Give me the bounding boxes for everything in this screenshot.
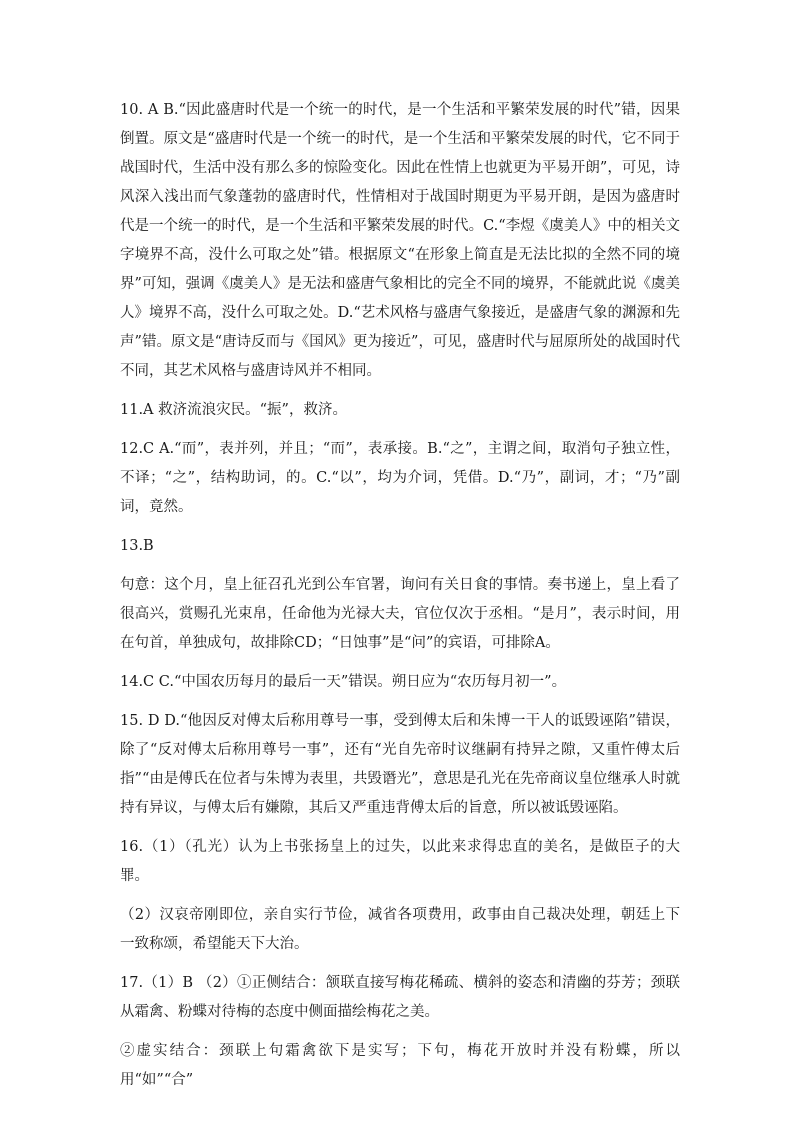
answer-12: 12.C A.“而”，表并列，并且；“而”，表承接。B.“之”，主谓之间，取消句子独立性，不译；“之”，结构助词，的。C.“以”，均为介词，凭借。D.“乃”，副词，才；“乃”副词，竟然。 [120, 441, 680, 515]
answer-13: 13.B [120, 538, 154, 554]
answer-page [120, 96, 680, 1095]
answer-17-point-2: ②虚实结合：颈联上句霜禽欲下是实写；下句，梅花开放时并没有粉蝶，所以用“如”“合” [120, 1043, 680, 1088]
answer-16-part-1: 16.（1）（孔光）认为上书张扬皇上的过失，以此来求得忠直的美名，是做臣子的大罪。 [120, 839, 680, 884]
answer-16-part-2: （2）汉哀帝刚即位，亲自实行节俭，减省各项费用，政事由自己裁决处理，朝廷上下一致称颂，希望能天下大治。 [120, 907, 680, 952]
answer-15: 15. D D.“他因反对傅太后称用尊号一事，受到傅太后和朱博一干人的诋毁诬陷”错误，除了“反对傅太后称用尊号一事”，还有“光自先帝时议继嗣有持异之隙，又重忤傅太后指”“由是傅氏在位者与朱博为表里，共毁谮光”，意思是孔光在先帝商议皇位继承人时就持有异议，与傅太后有嫌隙，其后又严重违背傅太后的旨意，所以被诋毁诬陷。 [120, 713, 680, 816]
answer-14: 14.C C.“中国农历每月的最后一天”错误。朔日应为“农历每月初一”。 [120, 674, 567, 690]
answer-10: 10. A B.“因此盛唐时代是一个统一的时代，是一个生活和平繁荣发展的时代”错，因果倒置。原文是“盛唐时代是一个统一的时代，是一个生活和平繁荣发展的时代，它不同于战国时代，生活中没有那么多的惊险变化。因此在性情上也就更为平易开朗”，可见，诗风深入浅出而气象蓬勃的盛唐时代，性情相对于战国时期更为平易开朗，是因为盛唐时代是一个统一的时代，是一个生活和平繁荣发展的时代。C.“李煜《虞美人》中的相关文字境界不高，没什么可取之处”错。根据原文“在形象上简直是无法比拟的全然不同的境界”可知，强调《虞美人》是无法和盛唐气象相比的完全不同的境界，不能就此说《虞美人》境界不高，没什么可取之处。D.“艺术风格与盛唐气象接近，是盛唐气象的渊源和先声”错。原文是“唐诗反而与《国风》更为接近”，可见，盛唐时代与屈原所处的战国时代不同，其艺术风格与盛唐诗风并不相同。 [120, 102, 680, 379]
answer-17: 17.（1）B （2）①正侧结合：颔联直接写梅花稀疏、横斜的姿态和清幽的芬芳；颈联从霜禽、粉蝶对待梅的态度中侧面描绘梅花之美。 [120, 975, 680, 1020]
answer-13-explanation: 句意：这个月，皇上征召孔光到公车官署，询问有关日食的事情。奏书递上，皇上看了很高兴，赏赐孔光束帛，任命他为光禄大夫，官位仅次于丞相。“是月”，表示时间，用在句首，单独成句，故排除CD；“日蚀事”是“问”的宾语，可排除A。 [120, 577, 680, 651]
answer-11: 11.A 救济流浪灾民。“振”，救济。 [120, 402, 347, 418]
